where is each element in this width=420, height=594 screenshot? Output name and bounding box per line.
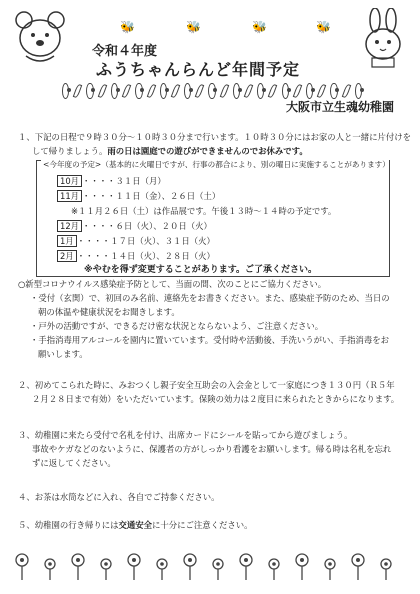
leaf-icon (122, 84, 132, 99)
item-2 (18, 378, 399, 406)
schedule-month: 11月 (57, 190, 82, 202)
traffic-safety: 交通安全 (118, 520, 152, 530)
item-4-line-1: ４、お茶は水筒などに入れ、各自でご持参ください。 (18, 492, 220, 502)
rabbit-illustration (360, 8, 406, 68)
leaf-icon (317, 84, 327, 99)
flower-icon (111, 83, 118, 99)
item-1 (18, 130, 411, 158)
rain-notice: 雨の日は園庭での遊びができませんのでお休みです。 (107, 146, 308, 156)
leaf-icon (244, 84, 254, 99)
leaf-icon (195, 84, 205, 99)
flower-icon (257, 83, 264, 99)
covid-bullet: ・受付（玄関）で、初回のみ名前、連絡先をお書きください。また、感染症予防のため、当日の (30, 293, 390, 303)
schedule-heading: <今年度の予定>（基本的に火曜日ですが、行事の都合により、別の曜日に実施することがあります） (43, 160, 390, 169)
flower-icon (355, 83, 362, 99)
change-notice: ※やむを得ず変更することがあります。ご了承ください。 (84, 265, 318, 275)
item-2-line-1: ２、初めてこられた時に、みおつくし親子安全互助会の入会金として一家庭につき１３０円（Ｒ５年 (18, 380, 395, 390)
item-3-line-1: ３、幼稚園に来たら受付で名札を付け、出席カードにシールを貼ってから遊びましょう。 (18, 430, 353, 440)
item-2-line-2: ２月２８日まで有効）をいただいています。保険の効力は２度目に来られたときからになります。 (32, 394, 400, 404)
item-1-line-2: して帰りましょう。 (32, 146, 108, 156)
item-5-text: に十分にご注意ください。 (152, 520, 253, 530)
schedule-days: ・・・・１４日（火）、２８日（火） (76, 251, 215, 261)
covid-bullet: ・戸外の活動ですが、できるだけ密な状況とならないよう、ご注意ください。 (30, 321, 324, 331)
leaf-icon (97, 84, 107, 99)
flower-icon (160, 83, 167, 99)
schedule-row (57, 190, 220, 202)
schedule-row (57, 220, 212, 232)
schedule-month: 10月 (57, 175, 82, 187)
item-3 (18, 428, 391, 470)
schedule-days: ・・・・１７日（火）、３１日（火） (76, 236, 215, 246)
item-5-text: ５、幼稚園の行き帰りには (18, 520, 119, 530)
schedule-month: 2月 (57, 250, 77, 262)
schedule-row (57, 235, 215, 247)
item-4 (18, 490, 220, 504)
leaf-icon (268, 84, 278, 99)
schedule-row (57, 175, 166, 187)
flower-icon (282, 83, 289, 99)
flower-icon (306, 83, 313, 99)
covid-bullet-cont: 朝の体温や健康状況をお聞きします。 (38, 307, 180, 317)
flower-icon (208, 83, 215, 99)
leaf-icon (171, 84, 181, 99)
schedule-month: 1月 (57, 235, 77, 247)
bee-icon: 🐝 (186, 20, 201, 34)
flower-icon (62, 83, 69, 99)
leaf-icon (219, 84, 229, 99)
covid-intro: ○新型コロナウイルス感染症予防として、当面の間、次のことにご協力ください。 (18, 279, 327, 289)
covid-section (18, 277, 390, 361)
schedule-days: ・・・・３１日（月） (82, 176, 166, 186)
flower-icon (233, 83, 240, 99)
schedule-month: 12月 (57, 220, 82, 232)
flower-icon (135, 83, 142, 99)
schedule-days: ※１１月２６日（土）は作品展です。午後１３時～１４時の予定です。 (71, 206, 337, 216)
school-name: 大阪市立生魂幼稚園 (285, 100, 394, 114)
bear-illustration (14, 10, 66, 64)
fiscal-year-label: 令和４年度 (92, 44, 158, 59)
leaf-icon (146, 84, 156, 99)
flower-icon (86, 83, 93, 99)
flower-border-bottom (10, 546, 410, 586)
schedule-days: ・・・・１１日（金）、２６日（土） (82, 191, 221, 201)
schedule-days: ・・・・６日（火）、２０日（火） (82, 221, 212, 231)
schedule-note (71, 205, 336, 217)
covid-bullet-cont: 願いします。 (38, 349, 88, 359)
page-title: ふうちゃんらんど年間予定 (96, 60, 301, 79)
schedule-box (36, 160, 390, 277)
item-3-line-3: ずに返してください。 (32, 458, 116, 468)
bee-icon: 🐝 (316, 20, 331, 34)
covid-bullet: ・手指消毒用アルコールを園内に置いています。受付時や活動後、手洗いうがい、手指消毒をお (30, 335, 389, 345)
flower-icon (184, 83, 191, 99)
schedule-row (57, 250, 215, 262)
item-1-line-1: １、下記の日程で９時３０分～１０時３０分まで行います。１０時３０分にはお家の人と一緒に片付けを (18, 132, 411, 142)
flower-icon (330, 83, 337, 99)
leaf-icon (293, 84, 303, 99)
item-5 (18, 518, 253, 532)
bee-icon: 🐝 (252, 20, 267, 34)
leaf-icon (73, 84, 83, 99)
bee-icon: 🐝 (120, 20, 135, 34)
leaf-icon (341, 84, 351, 99)
item-3-line-2: 事故やケガなどのないように、保護者の方がしっかり看護をお願いします。帰る時は名札を忘れ (32, 444, 392, 454)
